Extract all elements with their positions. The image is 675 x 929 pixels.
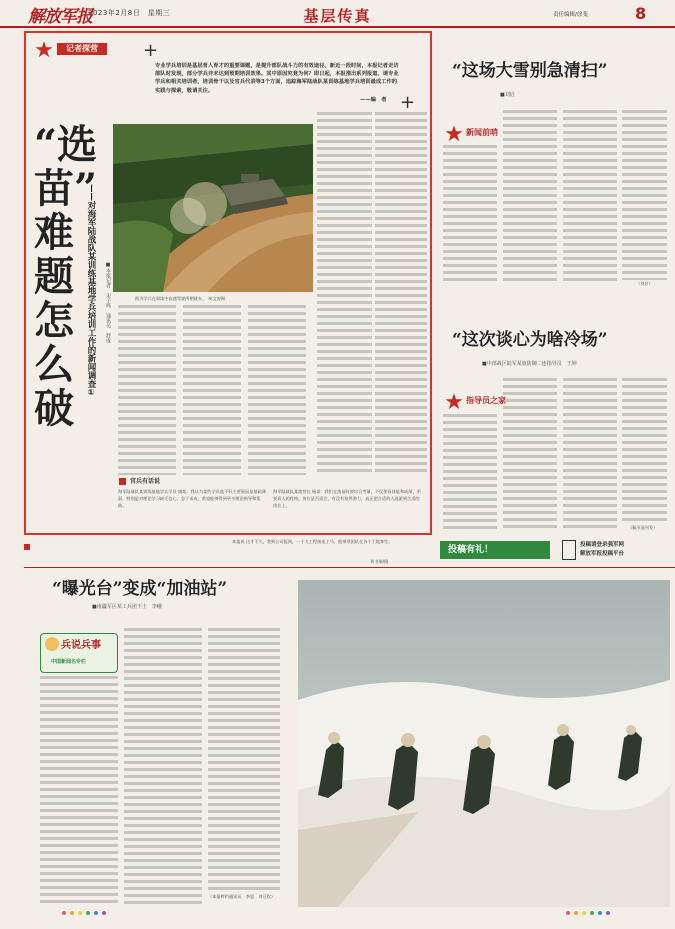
article-body-col1 (118, 305, 176, 475)
section-title: 基层传真 (303, 7, 372, 25)
footer-dot (94, 911, 98, 915)
column-logo (40, 633, 118, 673)
bottom-col2 (124, 628, 202, 906)
bottom-title[interactable]: “曝光台”变成“加油站” (52, 579, 228, 599)
photo-caption: 图为学兵在训练中高速驾驶两栖战车。 胡文涛摄 (135, 296, 226, 301)
headline-char: 题 (34, 253, 74, 300)
editor-intro: 专业学兵培训是基层育人育才的重要课题，是提升部队战斗力的有效途径。新近一段时间，本报记者走访部队时发现，部分学兵并未达到预期培训效果。其中原因究竟为何？即日起，本报推出系列报道，请专业学兵和相关培训者，培训骨干以及官兵代表等3个方面，追踪海军陆战队某训练基地学兵培训最成工作的实践与探索，敬请关注。 (155, 63, 399, 94)
right-top-col3 (563, 110, 617, 285)
masthead[interactable]: 解放军报 (28, 7, 92, 27)
headline-char: 么 (34, 341, 74, 388)
footer-dot (590, 911, 594, 915)
footer-dot (598, 911, 602, 915)
amphibious-vehicle-photo[interactable] (113, 124, 313, 292)
column-logo-sub: 中国新闻名专栏 (51, 659, 87, 665)
footer-dot (606, 911, 610, 915)
star-icon: ★ (34, 38, 54, 63)
article-body-col4 (317, 112, 372, 475)
right-top-title[interactable]: “这场大雪别急清扫” (452, 61, 608, 81)
sidebar-quote-right: 海军陆战队某旅营长 杨某：我们在选苗时要综合考量，不仅要看体能和成绩，更要看人的性格，岗位是否适合，有没有培养潜力，真正把合适的人选派到合适的岗位上。 (273, 489, 421, 508)
footer-dot (574, 911, 578, 915)
responsible-editor: 责任编辑/徐斐 (553, 12, 588, 18)
headline-char: 难 (34, 209, 74, 256)
decor-cross-icon: + (143, 40, 159, 61)
headline-char: 苗” (34, 165, 98, 212)
right-mid-kicker: 指导员之家 (466, 396, 506, 405)
snow-soldiers-photo[interactable] (298, 580, 670, 907)
right-top-sign: （刘启） (636, 281, 653, 286)
footer-dots-left (62, 911, 106, 915)
sidebar-heading: 官兵有话说 (130, 478, 161, 485)
banner-note: 本报讯 这才不久，我到公司报到，一个大工程接连上马，他带领团队在各个工地奔忙。 (232, 539, 393, 544)
right-mid-col3 (563, 378, 617, 530)
right-top-col2 (503, 110, 557, 285)
promo-banner[interactable]: 投稿有礼！ (440, 541, 550, 559)
right-mid-byline: ■中部战区陆军某旅防御二连指导员 王婷 (482, 361, 577, 367)
column-logo-text: 兵说兵事 (61, 640, 101, 651)
sidebar-quote-left: 海军陆战队某训练基地学兵学员 康某：我认为某些学员选不好主要原因是基础薄弱，特别是对理论学习缺乏信心，急于求成，希望能够得到更多理论指导和帮助。 (118, 489, 266, 508)
footer-dot (86, 911, 90, 915)
intro-signature: ——编 者 (360, 97, 387, 103)
footer-dot (566, 911, 570, 915)
sidebar-marker (119, 478, 126, 485)
right-mid-col4 (622, 378, 667, 523)
article-byline: ■本报记者 宋子鸣 通讯员 舒成 (105, 262, 111, 343)
footer-dot (102, 911, 106, 915)
headline-char: 怎 (34, 297, 74, 344)
article-body-col5 (375, 112, 427, 475)
headline-char: “选 (34, 121, 98, 168)
header-rule (0, 26, 675, 28)
banner-sign: 刘书瑞/摄 (370, 559, 389, 564)
bottom-col3 (208, 628, 280, 890)
footer-dots-right (566, 911, 610, 915)
lower-section-rule (24, 567, 675, 568)
right-top-col4 (622, 110, 667, 280)
headline-subtitle: ——对海军陆战队某训练基地学兵培训工作的新闻调查① (86, 184, 96, 398)
decor-cross-icon-2: + (400, 92, 416, 113)
footer-dot (582, 911, 586, 915)
right-mid-col1 (443, 414, 497, 530)
banner-marker (24, 544, 30, 550)
page-number: 8 (635, 4, 647, 23)
right-top-byline: ■刘启 (500, 92, 515, 98)
footer-dot (78, 911, 82, 915)
right-mid-title[interactable]: “这次谈心为啥冷场” (452, 330, 608, 350)
right-top-kicker: 新闻前哨 (466, 128, 498, 137)
star-icon-2: ★ (444, 122, 464, 147)
soldier-avatar-icon (45, 637, 59, 651)
bottom-col1 (40, 676, 118, 906)
footer-dot (62, 911, 66, 915)
bottom-byline: ■南疆军区某工兵团下士 李峨 (92, 604, 162, 610)
promo-line1: 投稿请登录强军网 (580, 542, 625, 548)
issue-date: 2023年2月8日 星期三 (88, 9, 171, 17)
footer-dot (70, 911, 74, 915)
headline-char: 破 (34, 385, 74, 432)
right-mid-sign: （稿节选刊发） (628, 525, 658, 530)
promo-line2: 解放军报投稿平台 (580, 551, 625, 557)
right-mid-col2 (503, 378, 557, 530)
article-body-col2 (183, 305, 241, 475)
right-top-col1 (443, 145, 497, 285)
star-icon-3: ★ (444, 390, 464, 415)
article-body-col3 (248, 305, 306, 475)
kicker-label: 记者探营 (57, 43, 107, 55)
qr-code-icon (562, 540, 576, 560)
bottom-sign: （本报特约通讯员 李恩 刘豆钦） (208, 894, 276, 899)
